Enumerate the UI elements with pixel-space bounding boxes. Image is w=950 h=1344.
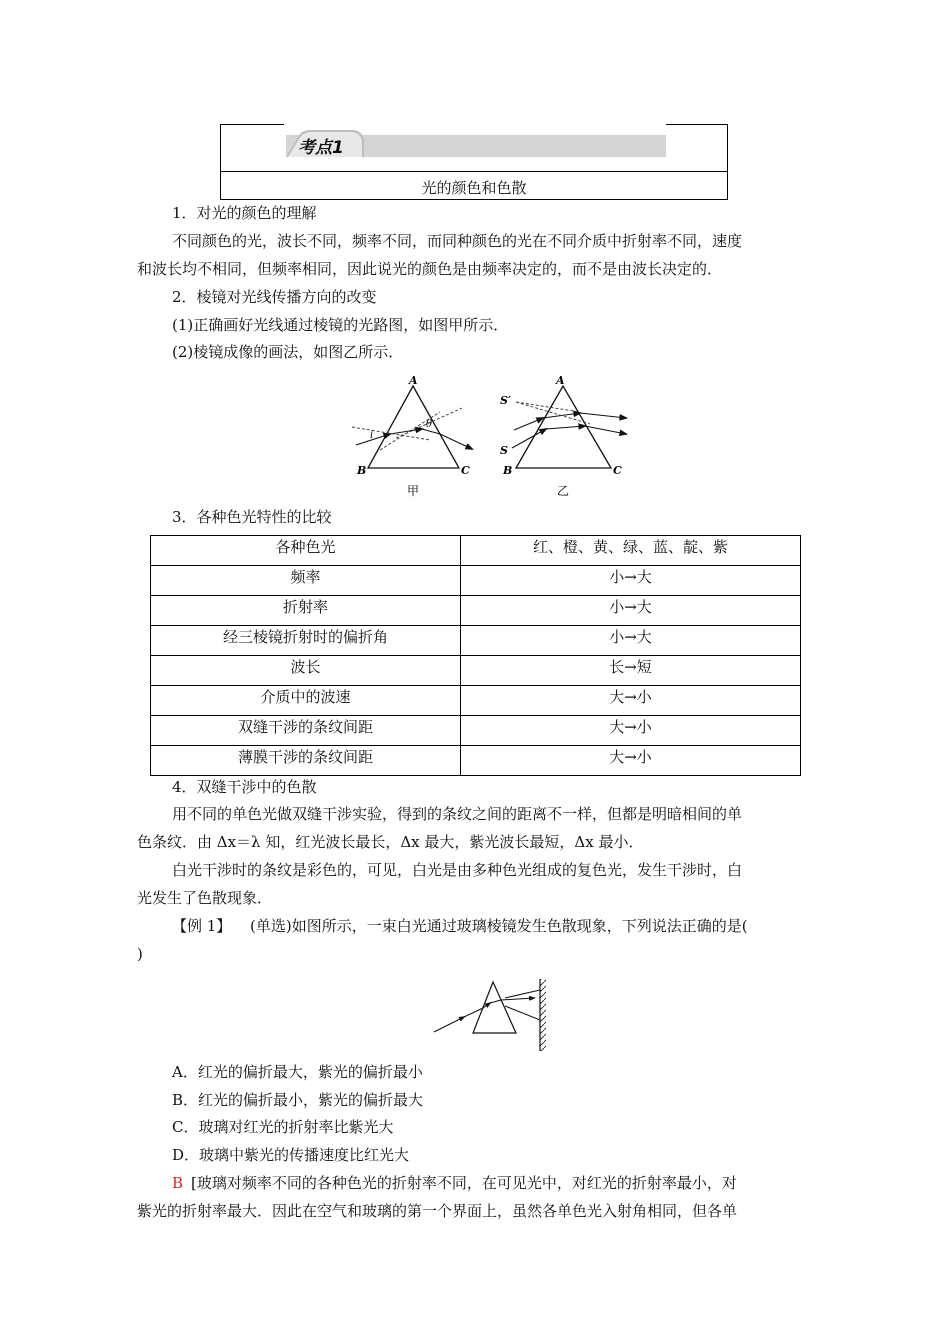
dispersion-figure <box>430 976 565 1052</box>
option-A: A．红光的偏折最大，紫光的偏折最小 <box>172 1063 423 1081</box>
table-cell-property: 各种色光 <box>151 536 461 566</box>
table-cell-trend: 大→小 <box>461 686 801 716</box>
prism-figures <box>340 372 640 502</box>
s2-item2: (2)棱镜成像的画法，如图乙所示． <box>172 343 404 361</box>
table-row <box>151 716 801 746</box>
jia-label-C: C <box>461 464 470 477</box>
explanation-line1: [玻璃对频率不同的各种色光的折射率不同，在可见光中，对红光的折射率最小，对 <box>191 1174 737 1192</box>
table-row <box>151 656 801 686</box>
table-cell-property: 频率 <box>151 566 461 596</box>
header-top-line-left <box>220 124 284 125</box>
example-tag: 【例 1】 <box>172 917 232 935</box>
table-cell-property: 波长 <box>151 656 461 686</box>
figure-jia <box>352 374 472 498</box>
s2-item1: (1)正确画好光线通过棱镜的光路图，如图甲所示． <box>172 316 509 334</box>
yi-label-B: B <box>503 464 513 477</box>
table-cell-property: 介质中的波速 <box>151 686 461 716</box>
answer-letter: B <box>172 1174 184 1192</box>
example-stem-line2: ) <box>137 945 143 963</box>
yi-label-C: C <box>613 464 622 477</box>
yi-caption: 乙 <box>557 484 570 498</box>
s4-p2-line1: 白光干涉时的条纹是彩色的，可见，白光是由多种色光组成的复色光，发生干涉时，白 <box>172 861 743 879</box>
option-B: B．红光的偏折最小，紫光的偏折最大 <box>172 1091 424 1109</box>
table-cell-property: 经三棱镜折射时的偏折角 <box>151 626 461 656</box>
s4-p1-line1: 用不同的单色光做双缝干涉实验，得到的条纹之间的距离不一样，但都是明暗相间的单 <box>172 805 743 823</box>
table-cell-trend: 小→大 <box>461 626 801 656</box>
header-badge: 考点1 <box>298 138 344 158</box>
section-header-box <box>220 124 728 200</box>
table-cell-trend: 小→大 <box>461 596 801 626</box>
s4-p1-line2: 色条纹．由 Δx＝λ 知，红光波长最长，Δx 最大，紫光波长最短，Δx 最小． <box>137 833 644 851</box>
table-row <box>151 626 801 656</box>
option-C: C．玻璃对红光的折射率比紫光大 <box>172 1118 394 1136</box>
header-top-line-right <box>666 124 728 125</box>
table-cell-property: 双缝干涉的条纹间距 <box>151 716 461 746</box>
jia-caption: 甲 <box>407 484 420 498</box>
jia-label-A: A <box>409 374 418 387</box>
jia-label-theta: θ <box>426 419 433 430</box>
s4-heading: 4．双缝干涉中的色散 <box>172 778 317 796</box>
jia-label-B: B <box>357 464 367 477</box>
table-cell-trend: 大→小 <box>461 716 801 746</box>
s1-paragraph-line2: 和波长均不相同，但频率相同，因此说光的颜色是由频率决定的，而不是由波长决定的． <box>137 260 723 278</box>
example-stem-line1: (单选)如图所示，一束白光通过玻璃棱镜发生色散现象，下列说法正确的是( <box>250 917 748 935</box>
table-cell-property: 薄膜干涉的条纹间距 <box>151 746 461 776</box>
s2-heading: 2．棱镜对光线传播方向的改变 <box>172 288 377 306</box>
table-row <box>151 536 801 566</box>
yi-label-S: S <box>500 444 508 457</box>
table-cell-trend: 大→小 <box>461 746 801 776</box>
table-row <box>151 566 801 596</box>
s1-paragraph-line1: 不同颜色的光，波长不同，频率不同，而同种颜色的光在不同介质中折射率不同，速度 <box>172 232 743 250</box>
yi-label-A: A <box>556 374 565 387</box>
table-cell-trend: 长→短 <box>461 656 801 686</box>
jia-label-i: i <box>370 430 374 441</box>
table-cell-trend: 红、橙、黄、绿、蓝、靛、紫 <box>461 536 801 566</box>
table-cell-property: 折射率 <box>151 596 461 626</box>
s1-heading: 1．对光的颜色的理解 <box>172 204 317 222</box>
color-comparison-table <box>150 535 801 776</box>
explanation-line2: 紫光的折射率最大．因此在空气和玻璃的第一个界面上，虽然各单色光入射角相同，但各单 <box>137 1202 738 1220</box>
s4-p2-line2: 光发生了色散现象． <box>137 889 273 907</box>
table-row <box>151 686 801 716</box>
table-row <box>151 746 801 776</box>
yi-label-S-prime: S′ <box>500 394 511 407</box>
figure-yi <box>500 374 626 498</box>
s3-heading: 3．各种色光特性的比较 <box>172 508 332 526</box>
table-cell-trend: 小→大 <box>461 566 801 596</box>
option-D: D．玻璃中紫光的传播速度比红光大 <box>172 1146 410 1164</box>
header-title: 光的颜色和色散 <box>421 179 527 197</box>
table-row <box>151 596 801 626</box>
